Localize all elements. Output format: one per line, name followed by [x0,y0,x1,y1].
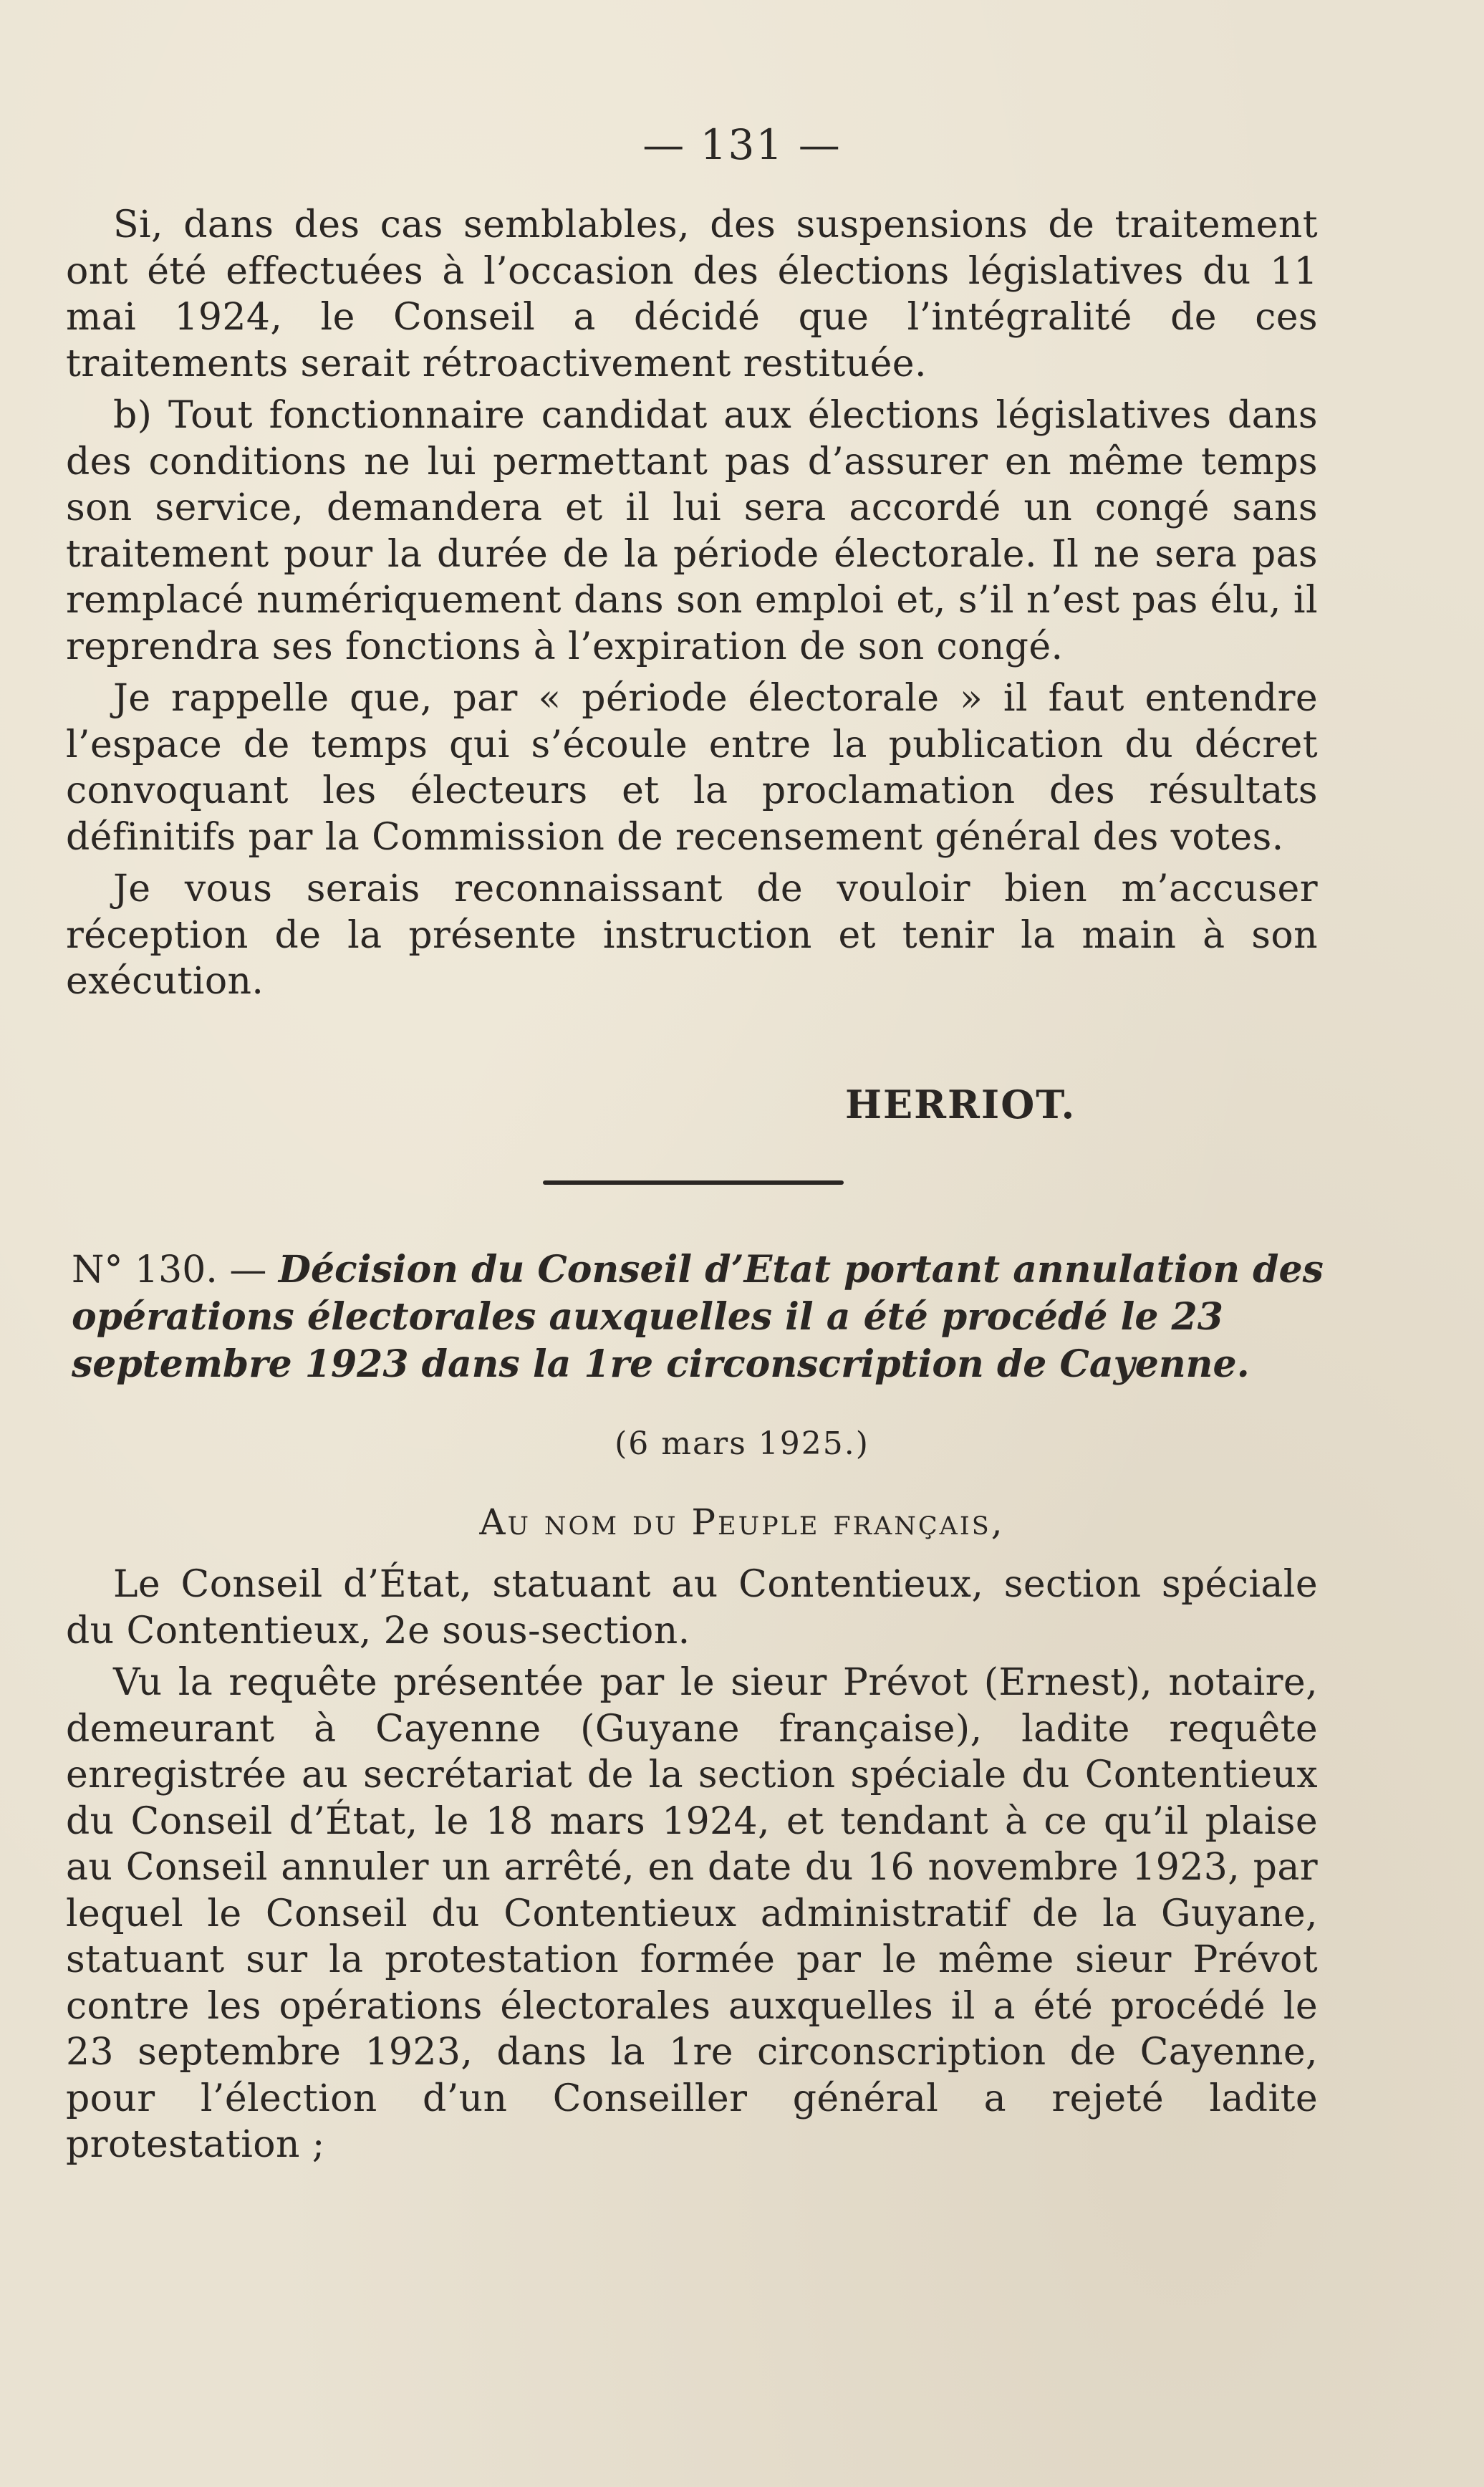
instruction-text [66,202,1318,1005]
decision-heading [72,1246,1324,1388]
decision-title: Décision du Conseil d’Etat portant annulation des opérations électorales auxquelles il a été procédé le 23 septembre 1923 dans la 1re circonscription de Cayenne. [72,1248,1324,1386]
paragraph-periode-electorale: Je rappelle que, par « période électorale » il faut entendre l’espace de temps qui s’écoule entre la publication du décret convoquant les électeurs et la proclamation des résultats définitifs par la Commission de recensement général des votes. [66,677,1318,859]
signature-herriot: HERRIOT. [845,1082,1076,1127]
page-number: — 131 — [642,120,842,169]
au-nom-du-peuple: Au nom du Peuple français, [479,1501,1005,1543]
paragraph-conseil-etat: Le Conseil d’État, statuant au Contentieux, section spéciale du Contentieux, 2e sous-section. [66,1563,1318,1653]
decision-date: (6 mars 1925.) [615,1425,869,1462]
section-divider [543,1180,844,1185]
decision-body [66,1562,1318,2168]
paragraph-accuser-reception: Je vous serais reconnaissant de vouloir bien m’accuser réception de la présente instruction et tenir la main à son exécution. [66,867,1318,1003]
decision-number: N° 130. — [72,1249,267,1291]
paragraph-vu-la-requete: Vu la requête présentée par le sieur Prévot (Ernest), notaire, demeurant à Cayenne (Guyane française), ladite requête enregistrée au secrétariat de la section spéciale du Contentieux du Conseil d’État, le 18 mars 1924, et tendant à ce qu’il plaise au Conseil annuler un arrêté, en date du 16 novembre 1923, par lequel le Conseil du Contentieux administratif de la Guyane, statuant sur la protestation formée par le même sieur Prévot contre les opérations électorales auxquelles il a été procédé le 23 septembre 1923, dans la 1re circonscription de Cayenne, pour l’élection d’un Conseiller général a rejeté ladite protestation ; [66,1661,1318,2166]
paragraph-suspensions: Si, dans des cas semblables, des suspensions de traitement ont été effectuées à l’occasion des élections législatives du 11 mai 1924, le Conseil a décidé que l’intégralité de ces traitements serait rétroactivement restituée. [66,203,1318,385]
paragraph-b-candidat: b) Tout fonctionnaire candidat aux élections législatives dans des conditions ne lui permettant pas d’assurer en même temps son service, demandera et il lui sera accordé un congé sans traitement pour la durée de la période électorale. Il ne sera pas remplacé numériquement dans son emploi et, s’il n’est pas élu, il reprendra ses fonctions à l’expiration de son congé. [66,394,1318,668]
